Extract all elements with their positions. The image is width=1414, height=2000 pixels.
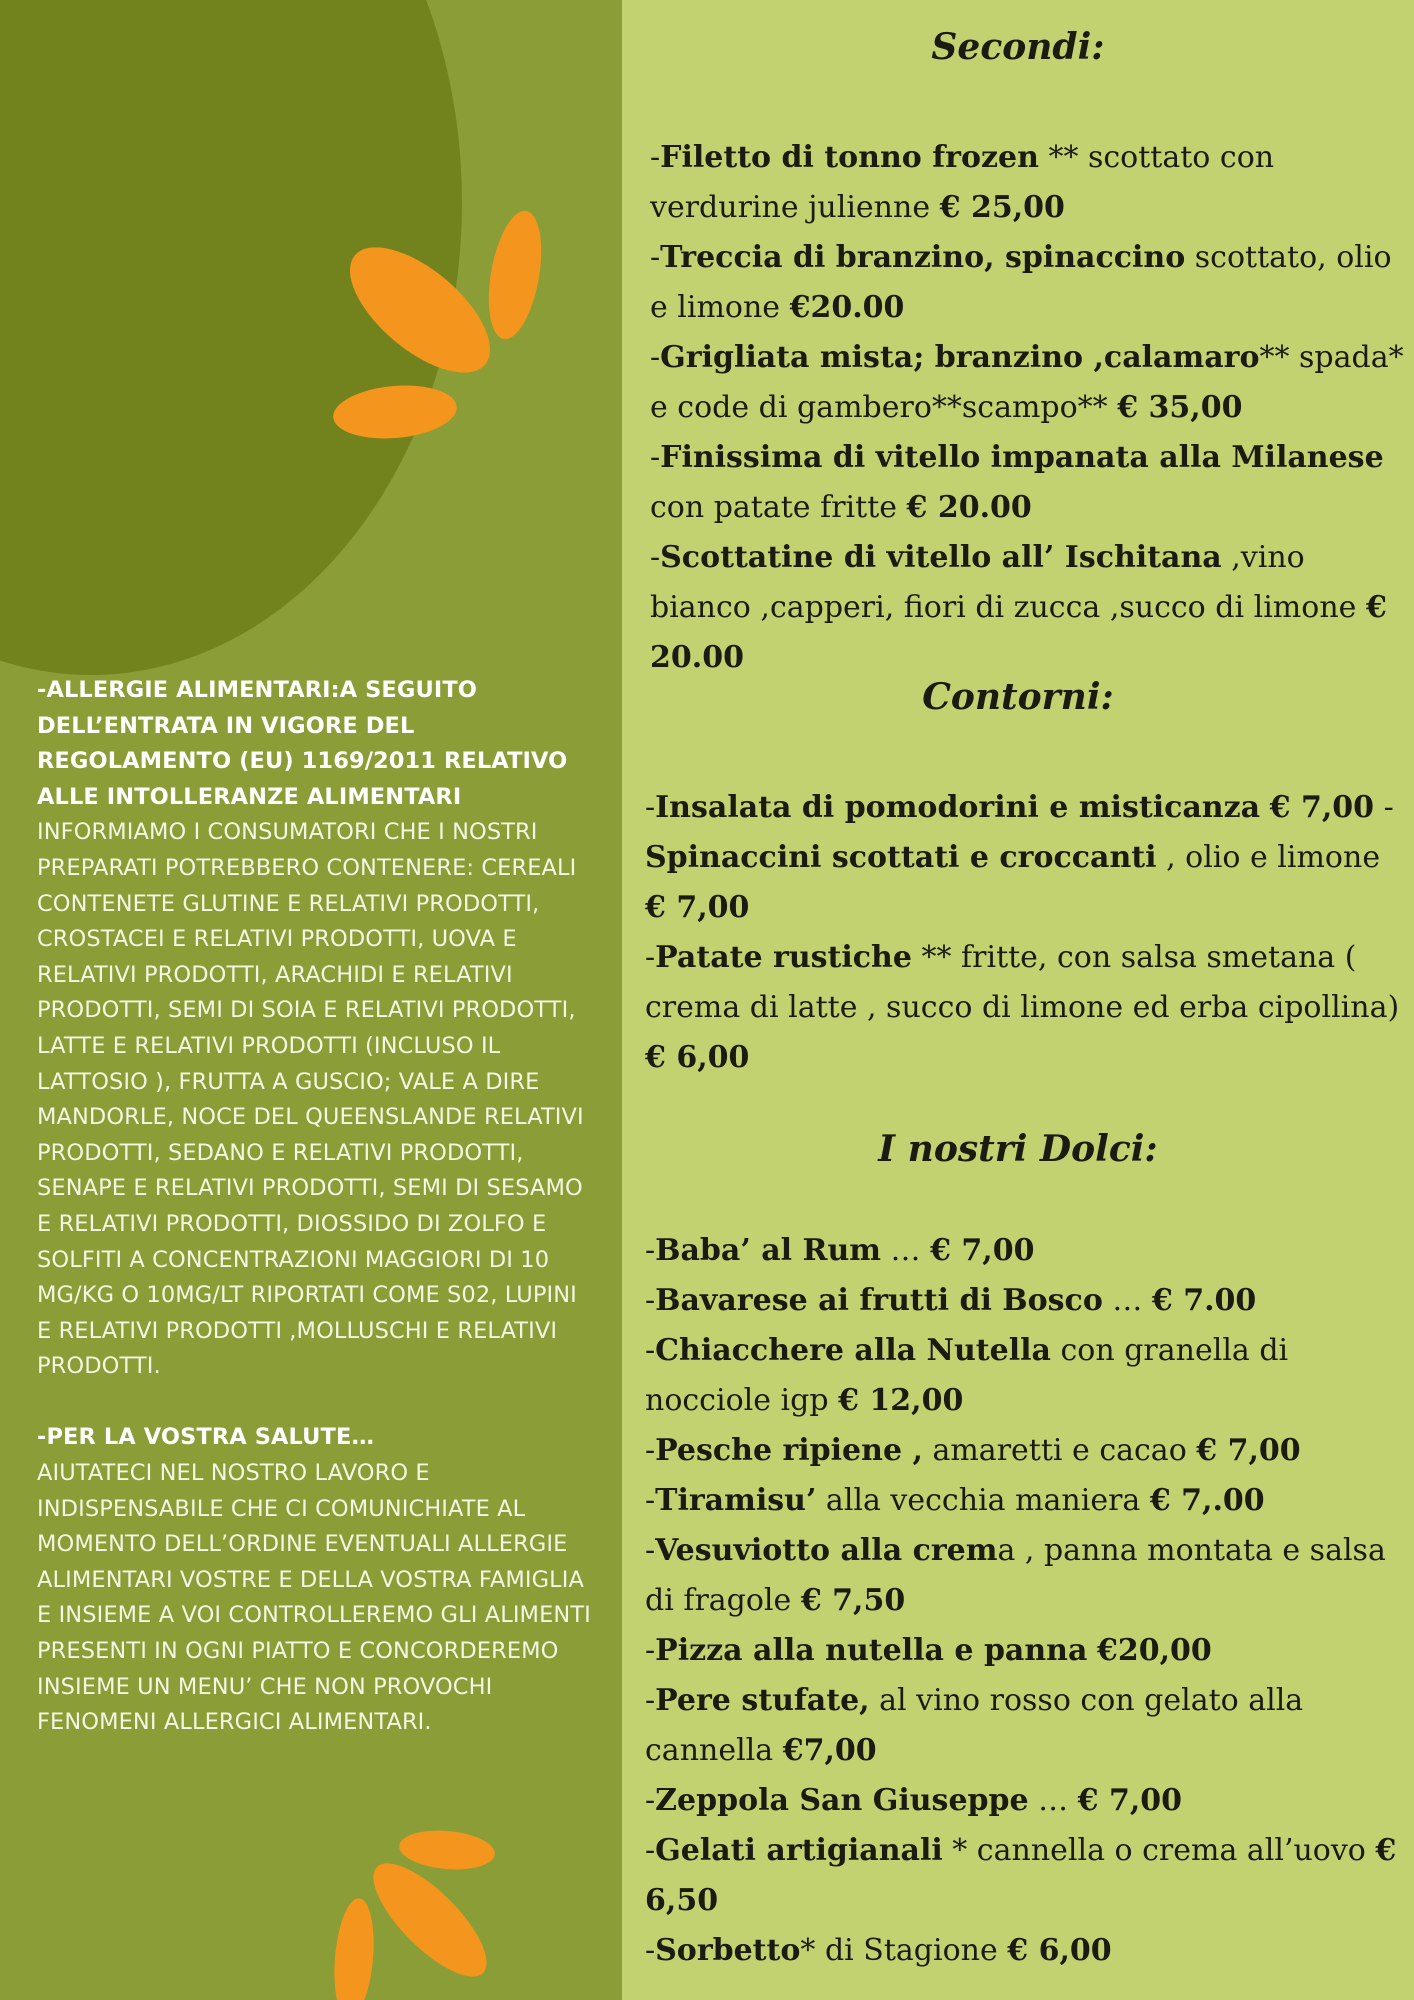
menu-item: -Baba’ al Rum … € 7,00 — [645, 1233, 1035, 1268]
orange-petal-icon — [357, 1847, 503, 1993]
menu-item: -Pizza alla nutella e panna €20,00 — [645, 1633, 1212, 1668]
dolci-list — [645, 1226, 1405, 1976]
allergy-text: INFORMIAMO I CONSUMATORI CHE I NOSTRI PREPARATI POTREBBERO CONTENERE: CEREALI CONTENETE GLUTINE E RELATIVI PRODOTTI, CROSTACEI E RELATIVI PRODOTTI, UOVA E RELATIVI PRODOTTI, ARACHIDI E RELATIVI PRODOTTI, SEMI DI SOIA E RELATIVI PRODOTTI, LATTE E RELATIVI PRODOTTI (INCLUSO IL LATTOSIO ), FRUTTA A GUSCIO; VALE A DIRE MANDORLE, NOCE DEL QUEENSLANDE RELATIVI PRODOTTI, SEDANO E RELATIVI PRODOTTI, SENAPE E RELATIVI PRODOTTI, SEMI DI SESAMO E RELATIVI PRODOTTI, DIOSSIDO DI ZOLFO E SOLFITI A CONCENTRAZIONI MAGGIORI DI 10 MG/KG O 10MG/LT RIPORTATI COME S02, LUPINI E RELATIVI PRODOTTI ,MOLLUSCHI E RELATIVI PRODOTTI. — [37, 819, 584, 1380]
menu-item: -Pesche ripiene , amaretti e cacao € 7,00 — [645, 1433, 1301, 1468]
menu-item: -Finissima di vitello impanata alla Milanese con patate fritte € 20.00 — [650, 440, 1384, 525]
secondi-title: Secondi: — [931, 26, 1105, 68]
health-text: AIUTATECI NEL NOSTRO LAVORO E INDISPENSABILE CHE CI COMUNICHIATE AL MOMENTO DELL’ORDINE EVENTUALI ALLERGIE ALIMENTARI VOSTRE E DELLA VOSTRA FAMIGLIA E INSIEME A VOI CONTROLLEREMO GLI ALIMENTI PRESENTI IN OGNI PIATTO E CONCORDEREMO INSIEME UN MENU’ CHE NON PROVOCHI FENOMENI ALLERGICI ALIMENTARI. — [37, 1460, 591, 1736]
menu-item: -Sorbetto* di Stagione € 6,00 — [645, 1933, 1112, 1968]
menu-item: Spinaccini scottati e croccanti , olio e limone € 7,00 — [645, 840, 1381, 925]
menu-item: -Tiramisu’ alla vecchia maniera € 7,.00 — [645, 1483, 1265, 1518]
menu-panel — [622, 0, 1414, 2000]
menu-item: -Zeppola San Giuseppe … € 7,00 — [645, 1783, 1183, 1818]
orange-petal-icon — [331, 381, 459, 444]
menu-item: -Pere stufate, al vino rosso con gelato alla cannella €7,00 — [645, 1683, 1304, 1768]
menu-item: -Treccia di branzino, spinaccino scottato, olio e limone €20.00 — [650, 240, 1392, 325]
menu-item: -Chiacchere alla Nutella con granella di nocciole igp € 12,00 — [645, 1333, 1289, 1418]
menu-item: -Insalata di pomodorini e misticanza € 7,00 - — [645, 790, 1394, 825]
contorni-title: Contorni: — [922, 676, 1114, 718]
orange-petal-icon — [398, 1827, 497, 1873]
menu-item: -Scottatine di vitello all’ Ischitana ,vino bianco ,capperi, fiori di zucca ,succo di limone € 20.00 — [650, 540, 1387, 675]
menu-item: -Patate rustiche ** fritte, con salsa smetana ( crema di latte , succo di limone ed erba cipollina) € 6,00 — [645, 940, 1400, 1075]
menu-item: -Bavarese ai frutti di Bosco … € 7.00 — [645, 1283, 1257, 1318]
allergy-panel — [0, 0, 622, 2000]
orange-petal-icon — [330, 1897, 378, 2000]
allergy-heading: -ALLERGIE ALIMENTARI:A SEGUITO DELL’ENTRATA IN VIGORE DEL REGOLAMENTO (EU) 1169/2011 RELATIVO ALLE INTOLLERANZE ALIMENTARI — [37, 677, 568, 810]
contorni-list — [645, 783, 1405, 1083]
menu-item: -Vesuviotto alla crema , panna montata e salsa di fragole € 7,50 — [645, 1533, 1386, 1618]
orange-petal-icon — [480, 207, 550, 343]
allergy-notice — [37, 673, 597, 1741]
dolci-title: I nostri Dolci: — [878, 1128, 1158, 1170]
menu-item: -Grigliata mista; branzino ,calamaro** spada* e code di gambero**scampo** € 35,00 — [650, 340, 1404, 425]
secondi-list — [650, 133, 1410, 683]
menu-item: -Filetto di tonno frozen ** scottato con verdurine julienne € 25,00 — [650, 140, 1275, 225]
menu-item: -Gelati artigianali * cannella o crema all’uovo € 6,50 — [645, 1833, 1397, 1918]
orange-petal-icon — [329, 225, 511, 396]
health-heading: -PER LA VOSTRA SALUTE… — [37, 1424, 375, 1451]
